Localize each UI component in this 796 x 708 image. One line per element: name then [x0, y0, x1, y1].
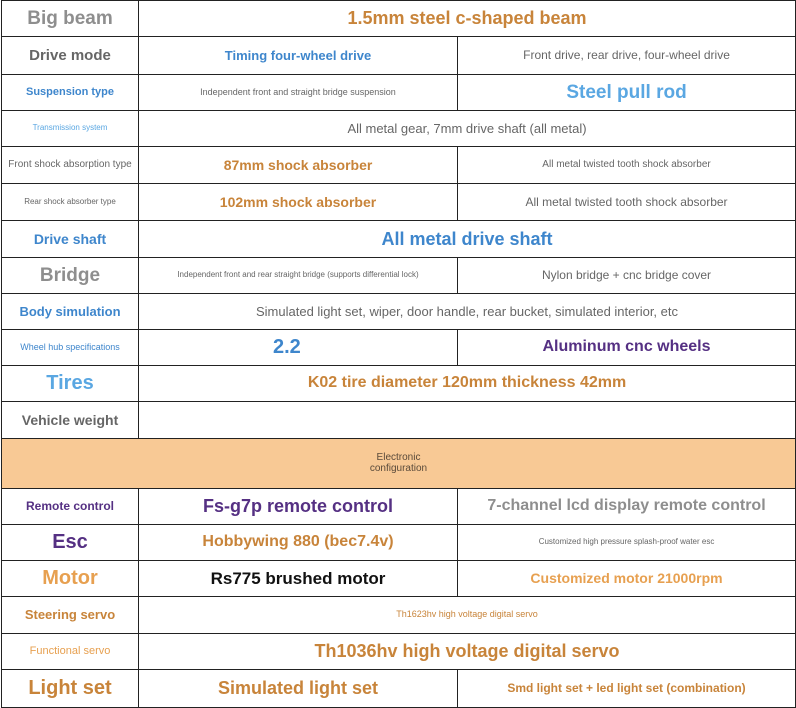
row-vehicle-weight	[2, 402, 796, 439]
value-bridge-b: Nylon bridge + cnc bridge cover	[458, 258, 796, 294]
label-remote-control: Remote control	[2, 489, 139, 525]
value-remote-control-a: Fs-g7p remote control	[139, 489, 458, 525]
value-wheel-hub-a: 2.2	[139, 330, 458, 366]
value-vehicle-weight	[139, 402, 796, 439]
row-suspension	[2, 75, 796, 111]
label-big-beam: Big beam	[2, 1, 139, 37]
value-drive-mode-b: Front drive, rear drive, four-wheel drive	[458, 37, 796, 75]
row-tires	[2, 366, 796, 402]
row-big-beam	[2, 1, 796, 37]
row-wheel-hub	[2, 330, 796, 366]
value-motor-a: Rs775 brushed motor	[139, 561, 458, 597]
row-bridge	[2, 258, 796, 294]
label-tires: Tires	[2, 366, 139, 402]
label-wheel-hub: Wheel hub specifications	[2, 330, 139, 366]
label-bridge: Bridge	[2, 258, 139, 294]
label-suspension: Suspension type	[2, 75, 139, 111]
label-rear-shock: Rear shock absorber type	[2, 184, 139, 221]
value-drive-shaft: All metal drive shaft	[139, 221, 796, 258]
label-esc: Esc	[2, 525, 139, 561]
value-body-simulation: Simulated light set, wiper, door handle, rear bucket, simulated interior, etc	[139, 294, 796, 330]
value-wheel-hub-b: Aluminum cnc wheels	[458, 330, 796, 366]
row-transmission	[2, 111, 796, 147]
label-drive-shaft: Drive shaft	[2, 221, 139, 258]
value-big-beam: 1.5mm steel c-shaped beam	[139, 1, 796, 37]
value-bridge-a: Independent front and rear straight bridge (supports differential lock)	[139, 258, 458, 294]
value-transmission: All metal gear, 7mm drive shaft (all metal)	[139, 111, 796, 147]
row-steering-servo	[2, 597, 796, 634]
row-functional-servo	[2, 634, 796, 670]
row-drive-shaft	[2, 221, 796, 258]
spec-table	[1, 0, 796, 708]
row-remote-control	[2, 489, 796, 525]
value-suspension-a: Independent front and straight bridge suspension	[139, 75, 458, 111]
label-light-set: Light set	[2, 670, 139, 708]
section-title: Electronic configuration	[369, 452, 428, 474]
row-front-shock	[2, 147, 796, 184]
label-body-simulation: Body simulation	[2, 294, 139, 330]
value-light-set-a: Simulated light set	[139, 670, 458, 708]
value-esc-b: Customized high pressure splash-proof water esc	[458, 525, 796, 561]
row-drive-mode	[2, 37, 796, 75]
label-drive-mode: Drive mode	[2, 37, 139, 75]
label-transmission: Transmission system	[2, 111, 139, 147]
row-motor	[2, 561, 796, 597]
value-suspension-b: Steel pull rod	[458, 75, 796, 111]
value-front-shock-b: All metal twisted tooth shock absorber	[458, 147, 796, 184]
row-rear-shock	[2, 184, 796, 221]
section-electronic	[2, 439, 796, 489]
value-esc-a: Hobbywing 880 (bec7.4v)	[139, 525, 458, 561]
value-rear-shock-a: 102mm shock absorber	[139, 184, 458, 221]
label-functional-servo: Functional servo	[2, 634, 139, 670]
value-drive-mode-a: Timing four-wheel drive	[139, 37, 458, 75]
row-esc	[2, 525, 796, 561]
label-front-shock: Front shock absorption type	[2, 147, 139, 184]
value-front-shock-a: 87mm shock absorber	[139, 147, 458, 184]
value-rear-shock-b: All metal twisted tooth shock absorber	[458, 184, 796, 221]
row-light-set	[2, 670, 796, 708]
value-functional-servo: Th1036hv high voltage digital servo	[139, 634, 796, 670]
row-body-simulation	[2, 294, 796, 330]
value-remote-control-b: 7-channel lcd display remote control	[458, 489, 796, 525]
label-motor: Motor	[2, 561, 139, 597]
value-tires: K02 tire diameter 120mm thickness 42mm	[139, 366, 796, 402]
value-light-set-b: Smd light set + led light set (combination)	[458, 670, 796, 708]
value-motor-b: Customized motor 21000rpm	[458, 561, 796, 597]
value-steering-servo: Th1623hv high voltage digital servo	[139, 597, 796, 634]
label-steering-servo: Steering servo	[2, 597, 139, 634]
label-vehicle-weight: Vehicle weight	[2, 402, 139, 439]
